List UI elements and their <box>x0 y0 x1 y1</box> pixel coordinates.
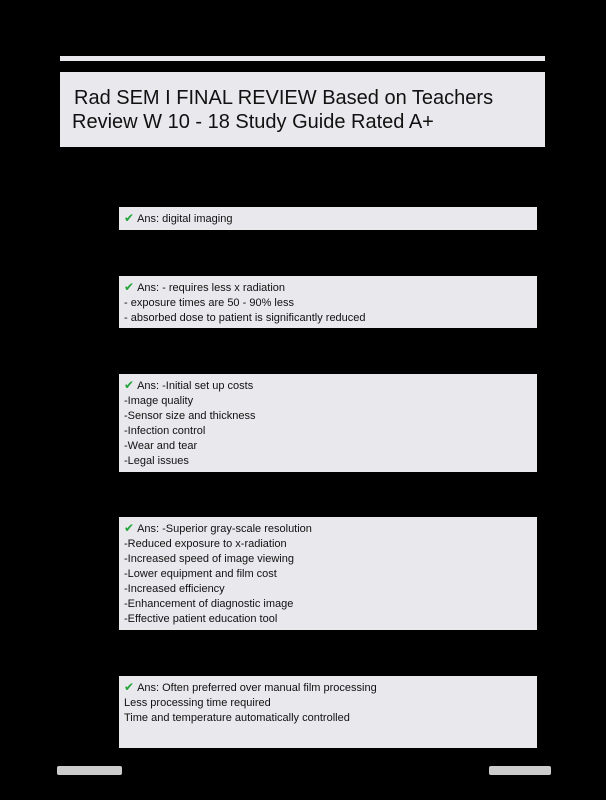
answer-line: ✔ Ans: - requires less x radiation <box>124 280 286 294</box>
answer-line: - exposure times are 50 - 90% less <box>124 297 294 309</box>
answer-line: -Image quality <box>124 395 194 407</box>
answer-line: ✔ Ans: Often preferred over manual film processing <box>124 680 377 694</box>
answer-line: - absorbed dose to patient is significantly reduced <box>124 312 366 324</box>
check-icon: ✔ <box>124 378 135 392</box>
answer-line: ✔ Ans: -Superior gray-scale resolution <box>124 521 312 535</box>
answer-line: -Infection control <box>124 425 206 437</box>
answer-line: -Wear and tear <box>124 440 198 452</box>
document-title-line-2: Review W 10 - 18 Study Guide Rated A+ <box>72 111 434 133</box>
answer-box-4 <box>119 517 537 630</box>
answer-box-3 <box>119 374 537 472</box>
top-divider <box>60 56 545 61</box>
answer-line: -Effective patient education tool <box>124 613 278 625</box>
answer-line: -Legal issues <box>124 455 189 467</box>
answer-line: -Increased speed of image viewing <box>124 553 294 565</box>
answer-line: ✔ Ans: -Initial set up costs <box>124 378 254 392</box>
answer-line: -Enhancement of diagnostic image <box>124 598 294 610</box>
check-icon: ✔ <box>124 680 135 694</box>
check-icon: ✔ <box>124 280 135 294</box>
answer-line: ✔ Ans: digital imaging <box>124 211 233 225</box>
answer-line: -Increased efficiency <box>124 583 225 595</box>
answer-line: -Sensor size and thickness <box>124 410 256 422</box>
answer-box-2 <box>119 276 537 328</box>
answer-line: -Lower equipment and film cost <box>124 568 277 580</box>
check-icon: ✔ <box>124 211 135 225</box>
check-icon: ✔ <box>124 521 135 535</box>
answer-box-1 <box>119 207 537 230</box>
answer-box-5 <box>119 676 537 748</box>
answer-line: Less processing time required <box>124 697 271 709</box>
footer-left-mark <box>57 766 122 775</box>
answer-line: Time and temperature automatically controlled <box>124 712 350 724</box>
document-title-block <box>60 72 545 147</box>
footer-right-mark <box>489 766 551 775</box>
document-title-line-1: Rad SEM I FINAL REVIEW Based on Teachers <box>74 87 494 109</box>
answer-line: -Reduced exposure to x-radiation <box>124 538 287 550</box>
